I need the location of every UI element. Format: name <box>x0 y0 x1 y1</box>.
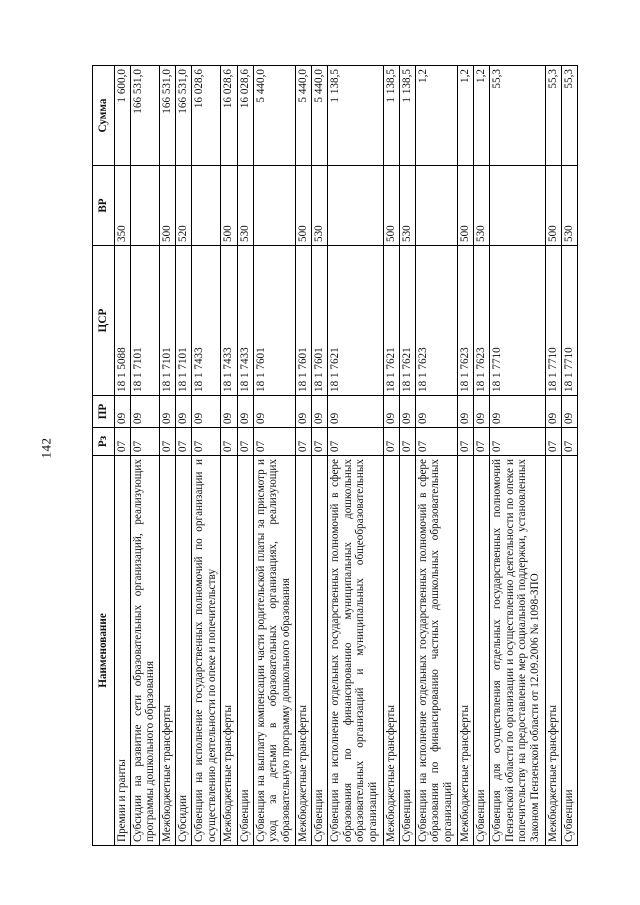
cell-pr: 09 <box>176 396 192 428</box>
table-row <box>237 66 253 846</box>
table-header-row <box>93 66 115 846</box>
header-rz: Рз <box>93 428 115 456</box>
cell-vr <box>415 166 457 246</box>
cell-vr: 500 <box>383 166 399 246</box>
cell-name: Межбюджетные трансферты <box>159 456 175 846</box>
cell-csr: 18 1 7621 <box>383 246 399 396</box>
cell-vr: 500 <box>221 166 237 246</box>
cell-csr: 18 1 7101 <box>130 246 159 396</box>
cell-sum: 166 531,0 <box>130 66 159 166</box>
cell-sum: 1 138,5 <box>383 66 399 166</box>
cell-csr: 18 1 7601 <box>312 246 328 396</box>
cell-vr: 520 <box>176 166 192 246</box>
table-row <box>176 66 192 846</box>
table-row <box>130 66 159 846</box>
cell-csr: 18 1 5088 <box>114 246 130 396</box>
cell-name: Субвенции <box>399 456 415 846</box>
cell-pr: 09 <box>458 396 474 428</box>
cell-name: Субсидии на развитие сети образовательных организаций, реализующих программы дошкольного образования <box>130 456 159 846</box>
cell-rz: 07 <box>458 428 474 456</box>
cell-sum: 166 531,0 <box>159 66 175 166</box>
cell-rz: 07 <box>221 428 237 456</box>
cell-name: Субвенции <box>561 456 577 846</box>
cell-pr: 09 <box>561 396 577 428</box>
cell-pr: 09 <box>221 396 237 428</box>
cell-name: Межбюджетные трансферты <box>458 456 474 846</box>
cell-sum: 166 531,0 <box>176 66 192 166</box>
cell-name: Субвенции <box>237 456 253 846</box>
table-row <box>474 66 490 846</box>
cell-rz: 07 <box>545 428 561 456</box>
cell-pr: 09 <box>159 396 175 428</box>
cell-pr: 09 <box>328 396 383 428</box>
cell-csr: 18 1 7623 <box>458 246 474 396</box>
cell-rz: 07 <box>399 428 415 456</box>
cell-pr: 09 <box>253 396 295 428</box>
header-vr: ВР <box>93 166 115 246</box>
cell-rz: 07 <box>130 428 159 456</box>
header-sum: Сумма <box>93 66 115 166</box>
cell-vr: 530 <box>474 166 490 246</box>
cell-csr: 18 1 7710 <box>561 246 577 396</box>
cell-sum: 1,2 <box>458 66 474 166</box>
cell-rz: 07 <box>561 428 577 456</box>
cell-vr <box>328 166 383 246</box>
table-row <box>399 66 415 846</box>
header-csr: ЦСР <box>93 246 115 396</box>
cell-vr: 500 <box>159 166 175 246</box>
cell-vr <box>490 166 545 246</box>
cell-sum: 5 440,0 <box>312 66 328 166</box>
cell-csr: 18 1 7621 <box>399 246 415 396</box>
cell-rz: 07 <box>159 428 175 456</box>
header-name: Наименование <box>93 456 115 846</box>
cell-csr: 18 1 7101 <box>176 246 192 396</box>
cell-pr: 09 <box>312 396 328 428</box>
cell-vr <box>192 166 221 246</box>
table-row <box>312 66 328 846</box>
cell-csr: 18 1 7433 <box>221 246 237 396</box>
cell-pr: 09 <box>114 396 130 428</box>
cell-csr: 18 1 7601 <box>253 246 295 396</box>
cell-name: Субвенции <box>474 456 490 846</box>
cell-name: Субвенция на выплату компенсации части родительской платы за присмотр и уход за детьми в образовательных организациях, реализующих образовательную программу дошкольного образования <box>253 456 295 846</box>
table-row <box>383 66 399 846</box>
cell-rz: 07 <box>176 428 192 456</box>
cell-rz: 07 <box>474 428 490 456</box>
cell-pr: 09 <box>490 396 545 428</box>
cell-rz: 07 <box>328 428 383 456</box>
cell-rz: 07 <box>415 428 457 456</box>
cell-rz: 07 <box>295 428 311 456</box>
cell-vr: 530 <box>312 166 328 246</box>
cell-name: Субвенции на исполнение отдельных государственных полномочий в сфере образования по финансированию муниципальных дошкольных образовательных организаций и муниципальных общеобразовательных организаций <box>328 456 383 846</box>
cell-pr: 09 <box>295 396 311 428</box>
table-row <box>159 66 175 846</box>
cell-csr: 18 1 7710 <box>545 246 561 396</box>
cell-name: Субвенция для осуществления отдельных государственных полномочий Пензенской области по организации и осуществлению деятельности по опеке и попечительству на предоставление мер социальной поддержки, установленных Законом Пензенской области от 12.09.2006 № 1098-ЗПО <box>490 456 545 846</box>
cell-csr: 18 1 7433 <box>192 246 221 396</box>
table-row <box>295 66 311 846</box>
cell-name: Субвенции на исполнение государственных полномочий по организации и осуществлению деятельности по опеке и попечительству <box>192 456 221 846</box>
cell-pr: 09 <box>237 396 253 428</box>
cell-rz: 07 <box>253 428 295 456</box>
cell-rz: 07 <box>237 428 253 456</box>
cell-pr: 09 <box>192 396 221 428</box>
cell-vr: 530 <box>237 166 253 246</box>
cell-name: Межбюджетные трансферты <box>545 456 561 846</box>
cell-pr: 09 <box>545 396 561 428</box>
cell-sum: 16 028,6 <box>237 66 253 166</box>
cell-csr: 18 1 7623 <box>474 246 490 396</box>
cell-rz: 07 <box>383 428 399 456</box>
cell-pr: 09 <box>130 396 159 428</box>
table-row <box>328 66 383 846</box>
cell-csr: 18 1 7433 <box>237 246 253 396</box>
cell-name: Субвенции на исполнение отдельных государственных полномочий в сфере образования по финансированию частных дошкольных образовательных организаций <box>415 456 457 846</box>
table-row <box>545 66 561 846</box>
cell-vr: 530 <box>399 166 415 246</box>
cell-vr <box>253 166 295 246</box>
cell-sum: 55,3 <box>545 66 561 166</box>
cell-sum: 1 600,0 <box>114 66 130 166</box>
table-row <box>458 66 474 846</box>
cell-vr <box>130 166 159 246</box>
table-row <box>192 66 221 846</box>
cell-sum: 5 440,0 <box>253 66 295 166</box>
cell-vr: 350 <box>114 166 130 246</box>
cell-vr: 500 <box>545 166 561 246</box>
cell-csr: 18 1 7601 <box>295 246 311 396</box>
table-row <box>561 66 577 846</box>
table-row <box>490 66 545 846</box>
header-pr: ПР <box>93 396 115 428</box>
cell-vr: 500 <box>458 166 474 246</box>
table-body <box>114 66 577 846</box>
cell-csr: 18 1 7623 <box>415 246 457 396</box>
cell-rz: 07 <box>192 428 221 456</box>
cell-sum: 5 440,0 <box>295 66 311 166</box>
table-row <box>415 66 457 846</box>
cell-name: Межбюджетные трансферты <box>383 456 399 846</box>
budget-table <box>92 65 578 846</box>
cell-sum: 1 138,5 <box>328 66 383 166</box>
cell-sum: 1,2 <box>474 66 490 166</box>
cell-name: Межбюджетные трансферты <box>295 456 311 846</box>
cell-csr: 18 1 7710 <box>490 246 545 396</box>
cell-pr: 09 <box>415 396 457 428</box>
cell-pr: 09 <box>474 396 490 428</box>
cell-sum: 1 138,5 <box>399 66 415 166</box>
cell-sum: 16 028,6 <box>192 66 221 166</box>
cell-sum: 55,3 <box>490 66 545 166</box>
cell-sum: 55,3 <box>561 66 577 166</box>
cell-rz: 07 <box>490 428 545 456</box>
table-row <box>114 66 130 846</box>
cell-rz: 07 <box>312 428 328 456</box>
cell-name: Субвенции <box>312 456 328 846</box>
cell-sum: 1,2 <box>415 66 457 166</box>
cell-vr: 500 <box>295 166 311 246</box>
table-row <box>221 66 237 846</box>
cell-name: Межбюджетные трансферты <box>221 456 237 846</box>
rotated-table-wrapper <box>92 66 578 846</box>
page-number: 142 <box>38 437 54 459</box>
cell-vr: 530 <box>561 166 577 246</box>
cell-csr: 18 1 7101 <box>159 246 175 396</box>
cell-name: Премии и гранты <box>114 456 130 846</box>
cell-sum: 16 028,6 <box>221 66 237 166</box>
cell-pr: 09 <box>399 396 415 428</box>
table-row <box>253 66 295 846</box>
cell-rz: 07 <box>114 428 130 456</box>
cell-pr: 09 <box>383 396 399 428</box>
cell-csr: 18 1 7621 <box>328 246 383 396</box>
cell-name: Субсидии <box>176 456 192 846</box>
